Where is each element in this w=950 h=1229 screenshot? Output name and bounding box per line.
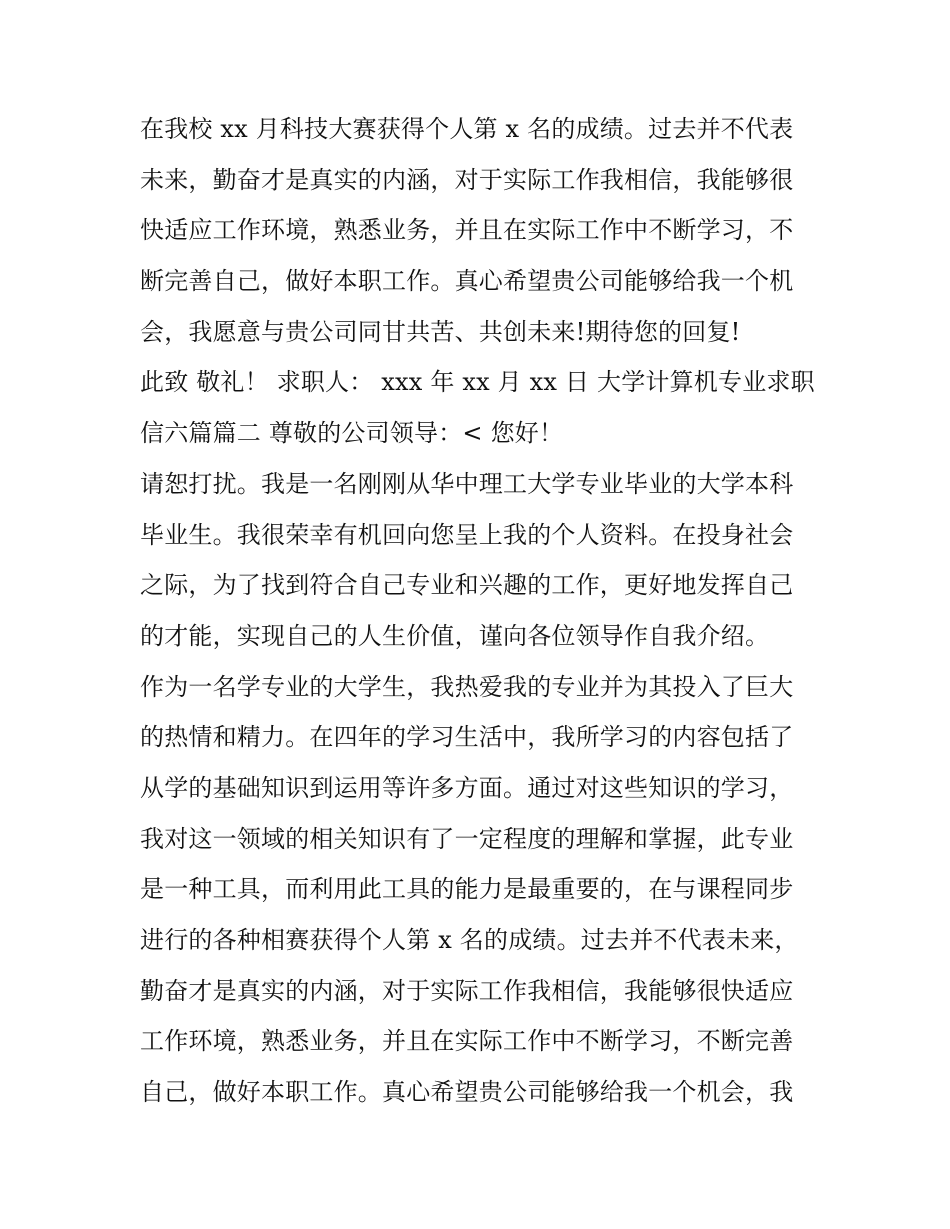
text-line: 此致 敬礼！ 求职人： xxx 年 xx 月 xx 日 大学计算机专业求职 [140, 368, 815, 397]
text-line: 自己，做好本职工作。真心希望贵公司能够给我一个机会，我 [140, 1078, 794, 1107]
text-line: 工作环境，熟悉业务，并且在实际工作中不断学习，不断完善 [140, 1027, 794, 1056]
text-line: 是一种工具，而利用此工具的能力是最重要的，在与课程同步 [140, 875, 794, 904]
text-line: 断完善自己，做好本职工作。真心希望贵公司能够给我一个机 [140, 267, 794, 296]
text-line: 从学的基础知识到运用等许多方面。通过对这些知识的学习， [140, 773, 794, 802]
text-line: 毕业生。我很荣幸有机回向您呈上我的个人资料。在投身社会 [140, 520, 794, 549]
text-line: 快适应工作环境，熟悉业务，并且在实际工作中不断学习，不 [140, 216, 794, 245]
text-line: 之际，为了找到符合自己专业和兴趣的工作，更好地发挥自己 [140, 571, 794, 600]
text-line: 请恕打扰。我是一名刚刚从华中理工大学专业毕业的大学本科 [140, 469, 794, 498]
text-line: 进行的各种相赛获得个人第 x 名的成绩。过去并不代表未来， [140, 926, 799, 954]
text-line: 在我校 xx 月科技大赛获得个人第 x 名的成绩。过去并不代表 [140, 115, 794, 143]
text-line: 会，我愿意与贵公司同甘共苦、共创未来!期待您的回复! [140, 317, 741, 346]
text-line: 勤奋才是真实的内涵，对于实际工作我相信，我能够很快适应 [140, 976, 794, 1005]
text-line: 的热情和精力。在四年的学习生活中，我所学习的内容包括了 [140, 723, 794, 752]
text-line: 信六篇篇二 尊敬的公司领导：< 您好！ [140, 419, 564, 448]
text-line: 未来，勤奋才是真实的内涵，对于实际工作我相信，我能够很 [140, 165, 794, 194]
document-page [140, 104, 820, 1118]
text-line: 我对这一领域的相关知识有了一定程度的理解和掌握，此专业 [140, 824, 794, 853]
text-line: 作为一名学专业的大学生，我热爱我的专业并为其投入了巨大 [140, 672, 794, 701]
text-line: 的才能，实现自己的人生价值，谨向各位领导作自我介绍。 [140, 621, 770, 650]
